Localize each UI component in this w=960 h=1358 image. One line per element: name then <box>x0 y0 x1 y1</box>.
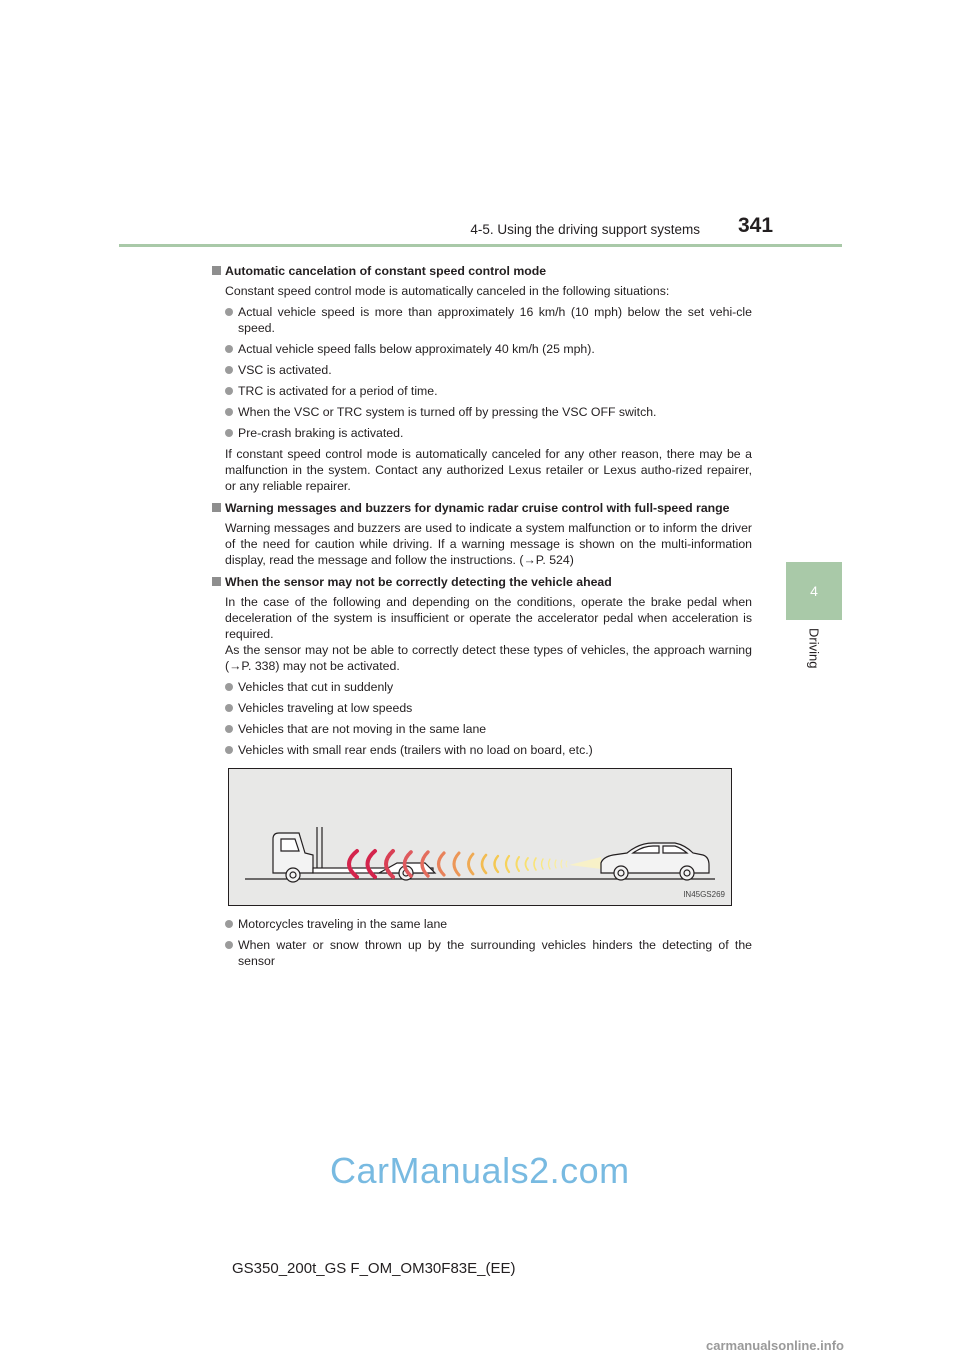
warnings-body: Warning messages and buzzers are used to indicate a system malfunction or to inform the driver of the need for caution while driving. If a warning message is shown on the multi-information display, read the message and follow the instructions. (→P. 524) <box>225 521 752 567</box>
circle-bullet-icon <box>225 429 233 437</box>
circle-bullet-icon <box>225 725 233 733</box>
figure-code: IN45GS269 <box>683 890 725 899</box>
chapter-number: 4 <box>810 583 818 599</box>
radar-trailer-illustration <box>228 768 732 906</box>
circle-bullet-icon <box>225 366 233 374</box>
list-item: When water or snow thrown up by the surrounding vehicles hinders the detecting of the sensor <box>225 937 752 969</box>
list-item: Vehicles traveling at low speeds <box>225 700 752 716</box>
circle-bullet-icon <box>225 408 233 416</box>
radar-beam <box>569 857 601 869</box>
circle-bullet-icon <box>225 683 233 691</box>
list-item: VSC is activated. <box>225 362 752 378</box>
list-item: Vehicles that cut in suddenly <box>225 679 752 695</box>
list-item: Vehicles that are not moving in the same lane <box>225 721 752 737</box>
sensor-body-1: In the case of the following and depending on the conditions, operate the brake pedal when deceleration of the system is insufficient or operate the accelerator pedal when acceleration is required. <box>225 595 752 641</box>
section-heading-auto-cancel: Automatic cancelation of constant speed control mode <box>212 263 752 279</box>
circle-bullet-icon <box>225 941 233 949</box>
watermark-logo: CarManuals2.com <box>330 1150 630 1191</box>
page-number: 341 <box>738 214 774 237</box>
illustration-svg <box>229 769 731 905</box>
sensor-body-2: As the sensor may not be able to correctly detect these types of vehicles, the approach warning (→P. 338) may not be activated. <box>225 643 752 673</box>
circle-bullet-icon <box>225 387 233 395</box>
car-icon <box>601 843 709 880</box>
chapter-label: Driving <box>806 628 822 669</box>
square-bullet-icon <box>212 577 221 586</box>
circle-bullet-icon <box>225 345 233 353</box>
list-item: Actual vehicle speed is more than approximately 16 km/h (10 mph) below the set vehi-cle speed. <box>225 304 752 336</box>
section-heading-warnings: Warning messages and buzzers for dynamic radar cruise control with full-speed range <box>212 500 752 516</box>
list-item: Pre-crash braking is activated. <box>225 425 752 441</box>
square-bullet-icon <box>212 503 221 512</box>
list-item: TRC is activated for a period of time. <box>225 383 752 399</box>
watermark-footer: carmanualsonline.info <box>706 1338 844 1353</box>
list-item: Vehicles with small rear ends (trailers with no load on board, etc.) <box>225 742 752 758</box>
square-bullet-icon <box>212 266 221 275</box>
circle-bullet-icon <box>225 704 233 712</box>
circle-bullet-icon <box>225 746 233 754</box>
circle-bullet-icon <box>225 308 233 316</box>
section-heading-sensor: When the sensor may not be correctly detecting the vehicle ahead <box>212 574 752 590</box>
chapter-tab <box>786 562 842 620</box>
auto-cancel-intro: Constant speed control mode is automatically canceled in the following situations: <box>225 284 670 298</box>
document-code: GS350_200t_GS F_OM_OM30F83E_(EE) <box>232 1260 516 1277</box>
header-divider <box>119 244 842 247</box>
page-content <box>212 257 752 974</box>
auto-cancel-note: If constant speed control mode is automatically canceled for any other reason, there may be a malfunction in the system. Contact any authorized Lexus retailer or Lexus autho-rized repairer, or any reliable repairer. <box>225 447 752 493</box>
header-section-title: 4-5. Using the driving support systems <box>470 222 700 237</box>
list-item: When the VSC or TRC system is turned off by pressing the VSC OFF switch. <box>225 404 752 420</box>
list-item: Actual vehicle speed falls below approximately 40 km/h (25 mph). <box>225 341 752 357</box>
list-item: Motorcycles traveling in the same lane <box>225 916 752 932</box>
circle-bullet-icon <box>225 920 233 928</box>
